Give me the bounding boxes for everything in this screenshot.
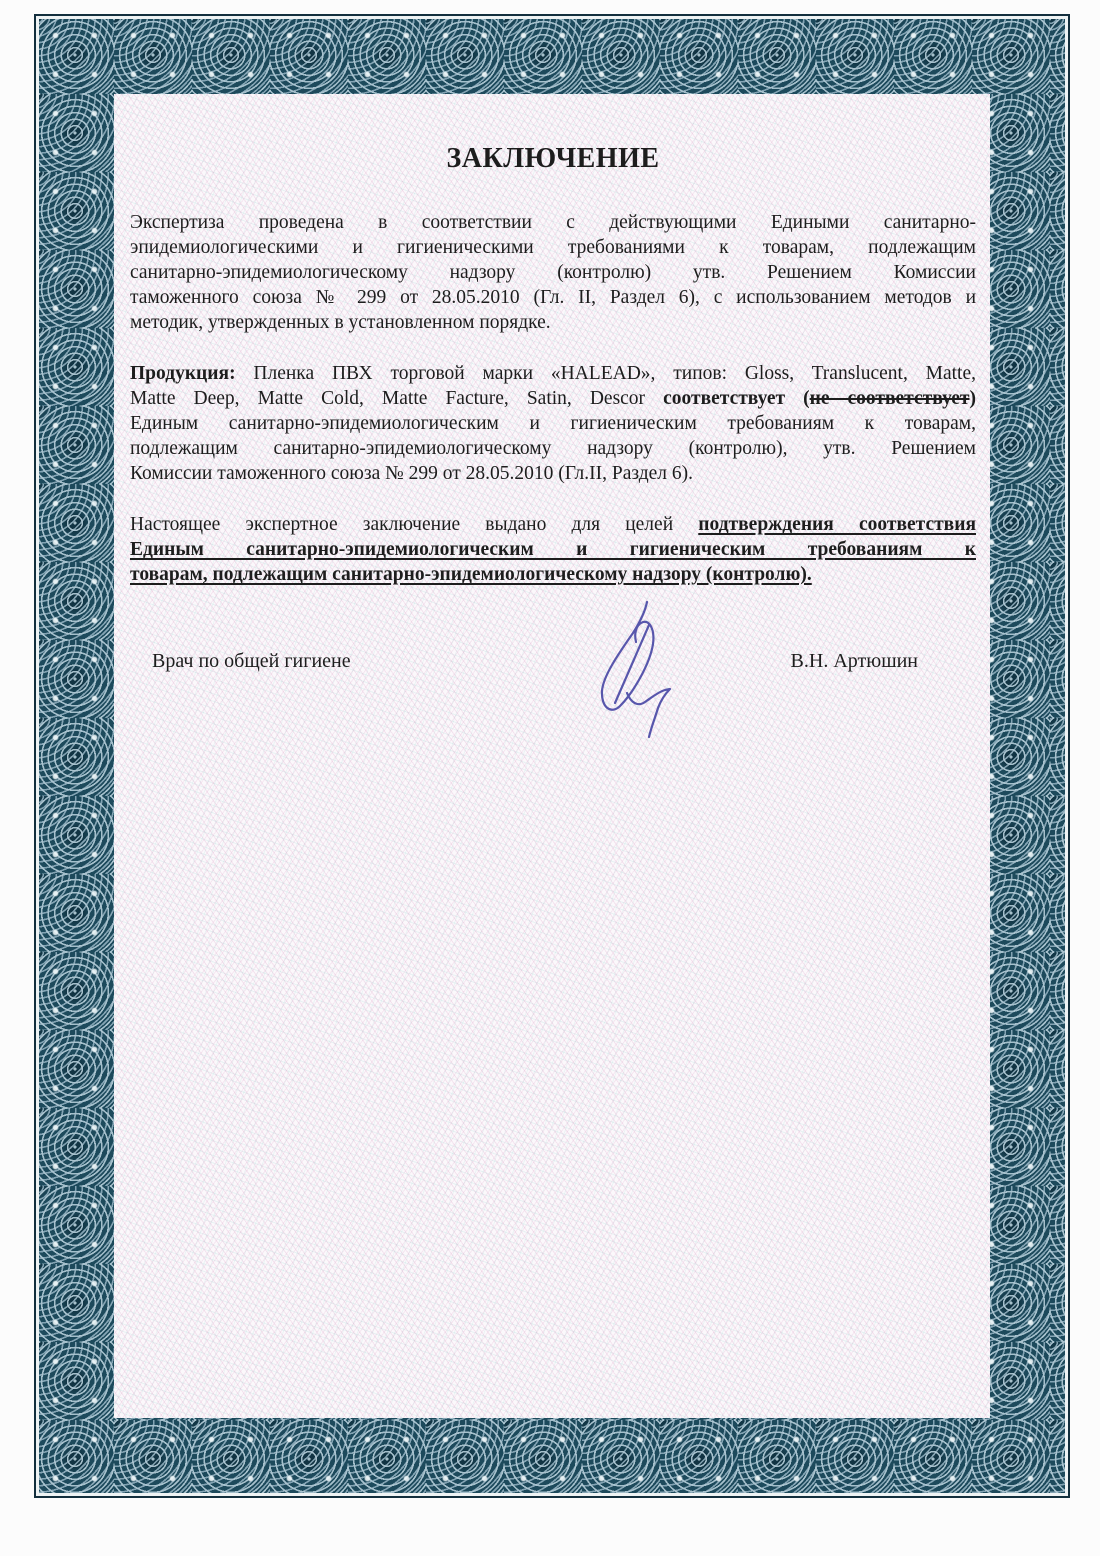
guilloche-border (34, 14, 1070, 1498)
text-line (130, 461, 976, 486)
text-line (130, 235, 976, 260)
text-line (130, 260, 976, 285)
text-segment: Matte Deep, Matte Cold, Matte Facture, Satin, Descor (130, 388, 664, 409)
text-segment: Пленка ПВХ торговой марки «HALEAD», типов: Gloss, Translucent, Matte, (235, 363, 976, 384)
text-line (130, 285, 976, 310)
page-title: ЗАКЛЮЧЕНИЕ (446, 143, 660, 174)
underlined-purpose: подтверждения соответствия (698, 514, 976, 535)
text-segment: санитарно-эпидемиологическому надзору (контролю) утв. Решением Комиссии (130, 262, 976, 283)
paren-open: ( (785, 388, 810, 409)
struck-option: не соответствует (809, 388, 970, 409)
signature-block (130, 649, 976, 674)
paragraph-product (130, 361, 976, 486)
text-segment: подлежащим санитарно-эпидемиологическому надзору (контролю), утв. Решением (130, 438, 976, 459)
text-segment: таможенного союза № 299 от 28.05.2010 (Гл. II, Раздел 6), с использованием методов и (130, 287, 976, 308)
text-line (130, 562, 976, 587)
text-line (130, 537, 976, 562)
paragraph-purpose (130, 512, 976, 587)
underlined-purpose: товарам, подлежащим санитарно-эпидемиологическому надзору (контролю). (130, 564, 812, 585)
product-label: Продукция: (130, 363, 236, 384)
underlined-purpose: Единым санитарно-эпидемиологическим и гигиеническим требованиям к (130, 539, 976, 560)
signatory-role: Врач по общей гигиене (152, 650, 351, 672)
paragraph-expertise (130, 210, 976, 335)
document-content (114, 94, 990, 1418)
text-line (130, 512, 976, 537)
text-line (130, 210, 976, 235)
text-segment: Комиссии таможенного союза № 299 от 28.05.2010 (Гл.II, Раздел 6). (130, 463, 694, 484)
text-line (130, 361, 976, 386)
conformity-status: соответствует (663, 388, 786, 409)
text-segment: эпидемиологическими и гигиеническими требованиями к товарам, подлежащим (130, 237, 976, 258)
signatory-name: В.Н. Артюшин (790, 650, 918, 672)
text-segment: Настоящее экспертное заключение выдано для целей (130, 514, 699, 535)
text-segment: Экспертиза проведена в соответствии с действующими Едиными санитарно- (130, 212, 976, 233)
text-segment: Единым санитарно-эпидемиологическим и гигиеническим требованиям к товарам, (130, 413, 976, 434)
paren-close: ) (969, 388, 976, 409)
certificate-paper (114, 94, 990, 1418)
text-segment: методик, утвержденных в установленном порядке. (130, 312, 551, 333)
text-line (130, 310, 976, 335)
text-line (130, 411, 976, 436)
text-line (130, 436, 976, 461)
handwritten-signature-icon (592, 594, 676, 744)
text-line (130, 386, 976, 411)
